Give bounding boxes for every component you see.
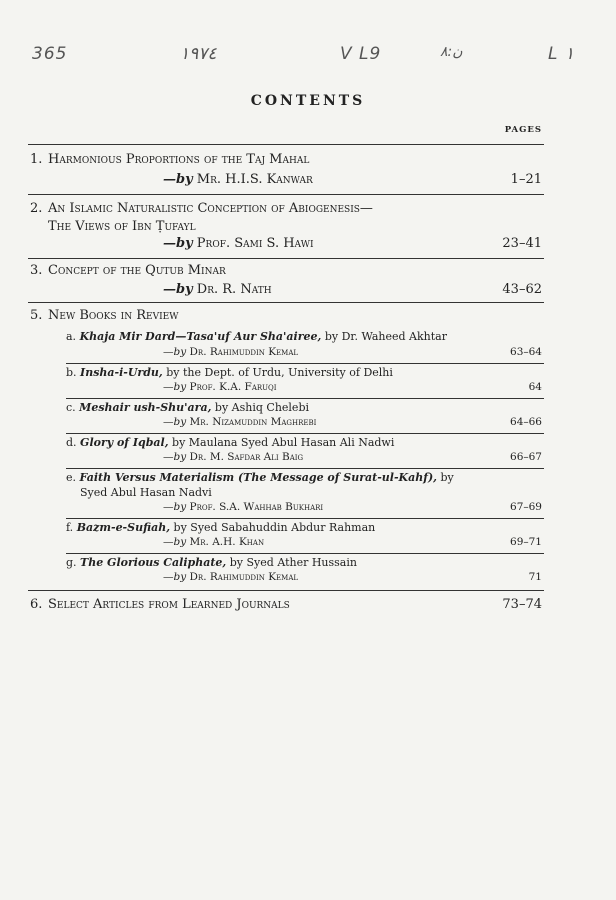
by-label: —by [163,236,193,251]
review-letter: f. [66,521,74,534]
by-label: —by [163,381,187,393]
review-letter: g. [66,556,77,569]
by-label: —by [163,451,187,463]
review-pages: 67–69 [510,501,542,513]
review-rule [66,363,544,364]
handwritten-volume: V L9 [340,44,382,64]
review-author: by Dr. Waheed Akhtar [321,330,447,343]
review-line [66,556,357,569]
reviewer-name: Prof. S.A. Wahhab Bukhari [189,501,324,513]
review-title: The Glorious Caliphate, [80,556,227,569]
reviewer-name: Dr. M. Safdar Ali Baig [189,451,304,463]
entry-number: 3. [30,263,43,278]
entry-number: 2. [30,201,43,216]
by-label: —by [163,571,187,583]
by-label: —by [163,416,187,428]
review-pages: 64 [528,381,542,393]
review-author: by the Dept. of Urdu, University of Delhi [162,366,393,379]
review-title: Faith Versus Materialism (The Message of Surat-ul-Kahf), [79,471,437,484]
entry-number: 1. [30,152,43,167]
review-byline [163,346,298,358]
entry-title-line-1: An Islamic Naturalistic Conception of Abiogenesis— [48,201,373,216]
section-title-new-books: New Books in Review [48,308,179,323]
entry-rule [28,194,544,195]
pages-column-header: PAGES [504,125,542,135]
by-label: —by [163,501,187,513]
by-label: —by [163,282,193,297]
review-letter: a. [66,330,77,343]
by-label: —by [163,172,193,187]
author-name: Mr. H.I.S. Kanwar [196,172,313,187]
review-pages: 64–66 [510,416,542,428]
reviewer-name: Prof. K.A. Faruqi [189,381,277,393]
review-line [66,471,454,484]
handwritten-number-1: 365 [32,44,68,64]
review-byline [163,571,298,583]
review-byline [163,416,316,428]
header-rule [28,144,544,145]
review-line [66,521,375,534]
entry-number: 6. [30,597,43,612]
review-author: by Maulana Syed Abul Hasan Ali Nadwi [168,436,395,449]
entry-number: 5. [30,308,43,323]
handwritten-mark: L ١ [548,44,575,64]
review-pages: 66–67 [510,451,542,463]
entry-pages: 73–74 [502,597,542,612]
reviewer-name: Mr. Nizamuddin Maghrebi [189,416,317,428]
review-line-2: Syed Abul Hasan Nadvi [80,486,212,499]
review-letter: d. [66,436,77,449]
entry-pages: 43–62 [502,282,542,297]
review-letter: e. [66,471,77,484]
entry-title: Concept of the Qutub Minar [48,263,226,278]
reviewer-name: Dr. Rahimuddin Kemal [189,346,299,358]
review-title: Khaja Mir Dard—Tasa'uf Aur Sha'airee, [79,330,322,343]
by-label: —by [163,536,187,548]
reviewer-name: Mr. A.H. Khan [189,536,265,548]
entry-title-line-2: The Views of Ibn Ṭufayl [48,219,196,234]
review-rule [66,433,544,434]
entry-byline [163,172,313,187]
by-label: —by [163,346,187,358]
review-byline [163,536,264,548]
review-rule [66,518,544,519]
author-name: Prof. Sami S. Hawi [196,236,314,251]
entry-rule [28,302,544,303]
review-author: by Syed Ather Hussain [226,556,357,569]
review-rule [66,553,544,554]
review-title: Insha-i-Urdu, [80,366,163,379]
review-author: by Ashiq Chelebi [211,401,309,414]
review-pages: 69–71 [510,536,542,548]
review-byline [163,451,303,463]
review-line [66,366,393,379]
entry-byline [163,236,314,251]
review-letter: c. [66,401,76,414]
review-title: Meshair ush-Shu'ara, [79,401,212,414]
review-line [66,330,447,343]
entry-pages: 23–41 [502,236,542,251]
reviewer-name: Dr. Rahimuddin Kemal [189,571,299,583]
entry-rule [28,590,544,591]
review-byline [163,501,323,513]
review-title: Bazm-e-Sufiah, [76,521,171,534]
review-letter: b. [66,366,77,379]
author-name: Dr. R. Nath [196,282,272,297]
handwritten-number-2: ١٩٧٤ [180,44,217,64]
review-line [66,401,309,414]
review-rule [66,468,544,469]
entry-pages: 1–21 [510,172,542,187]
review-title: Glory of Iqbal, [80,436,169,449]
entry-rule [28,258,544,259]
review-byline [163,381,277,393]
review-author: by [437,471,454,484]
review-pages: 63–64 [510,346,542,358]
page-title: CONTENTS [250,93,366,109]
review-author: by Syed Sabahuddin Abdur Rahman [170,521,376,534]
entry-title: Harmonious Proportions of the Taj Mahal [48,152,310,167]
review-pages: 71 [528,571,542,583]
handwritten-issue: ن:٨ [440,44,463,60]
review-line [66,436,394,449]
review-rule [66,398,544,399]
entry-byline [163,282,272,297]
entry-title: Select Articles from Learned Journals [48,597,290,612]
